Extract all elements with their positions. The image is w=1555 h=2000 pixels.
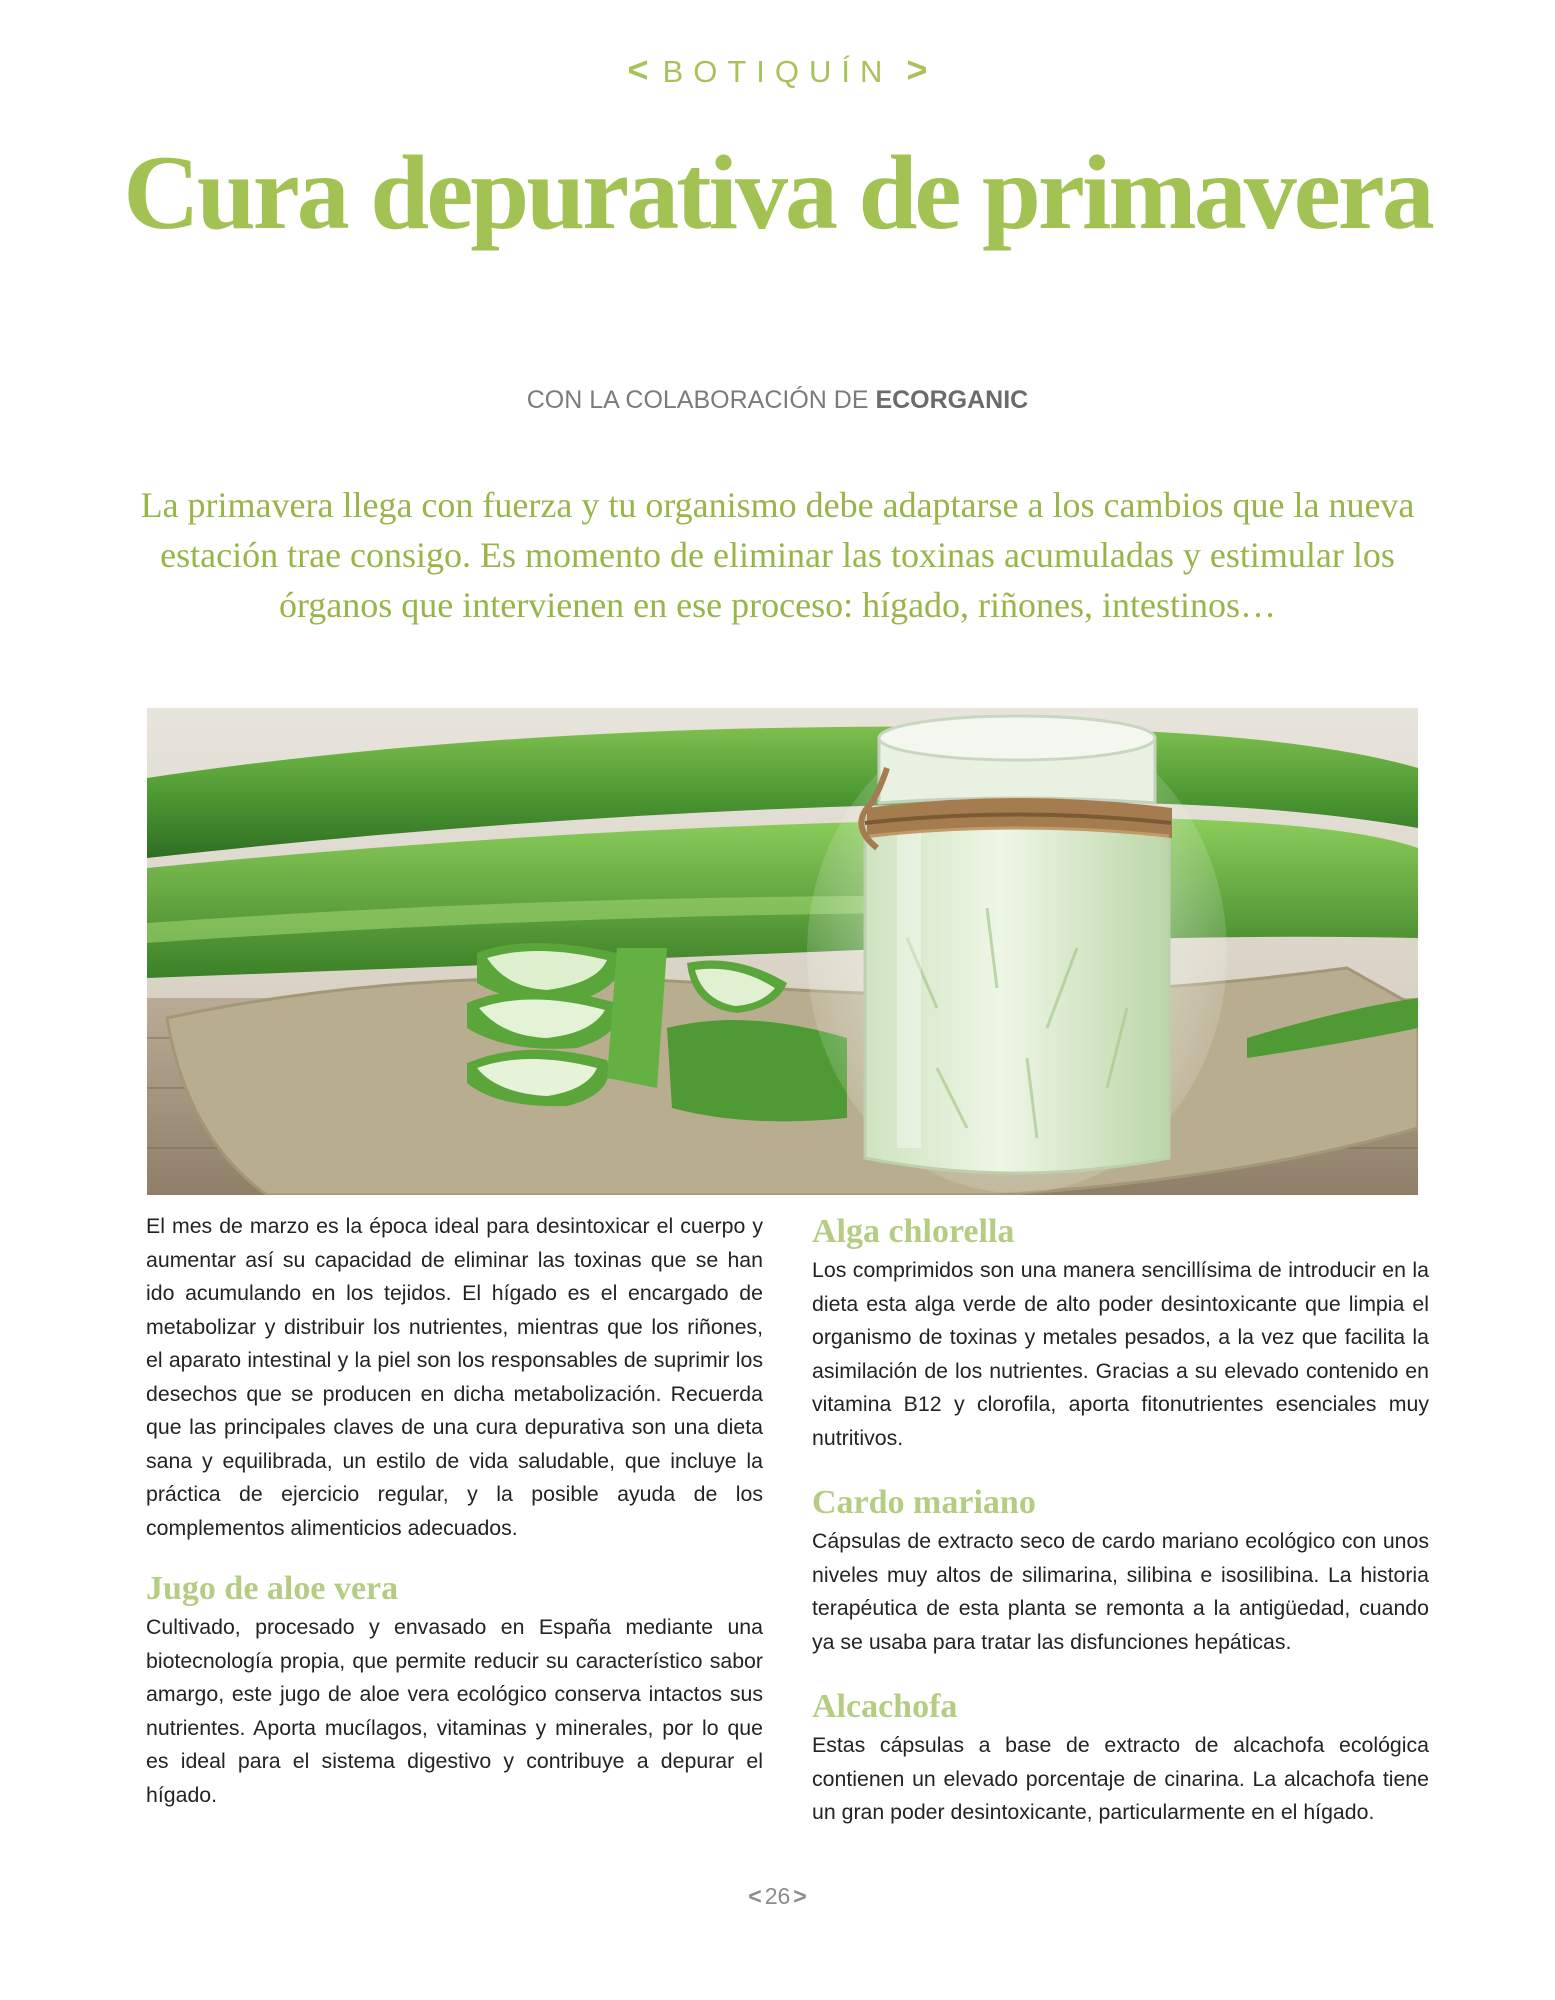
intro-paragraph: La primavera llega con fuerza y tu organismo debe adaptarse a los cambios que la nueva estación trae consigo. Es momento de eliminar las toxinas acumuladas y estimular los órganos que intervienen en ese proceso: hígado, riñones, intestinos… (140, 485, 1415, 625)
chevron-left-icon: < (748, 1883, 762, 1909)
left-column (146, 1210, 763, 1812)
section-label (0, 48, 1555, 94)
page-number (0, 1880, 1555, 1912)
section-heading: Cardo mariano (812, 1484, 1036, 1521)
section-heading: Alga chlorella (812, 1213, 1015, 1250)
section-paragraph: Cultivado, procesado y envasado en España mediante una biotecnología propia, que permite reducir su característico sabor amargo, este jugo de aloe vera ecológico conserva intactos sus nutrientes. Aporta mucílagos, vitaminas y minerales, por lo que es ideal para el sistema digestivo y contribuye a depurar el hígado. (146, 1615, 763, 1807)
body-paragraph: El mes de marzo es la época ideal para desintoxicar el cuerpo y aumentar así su capacidad de eliminar las toxinas que se han ido acumulando en los tejidos. El hígado es el encargado de metabolizar y distribuir los nutrientes, mientras que los riñones, el aparato intestinal y la piel son los responsables de suprimir los desechos que se producen en dicha metabolización. Recuerda que las principales claves de una cura depurativa son una dieta sana y equilibrada, un estilo de vida saludable, que incluye la práctica de ejercicio regular, y la posible ayuda de los complementos alimenticios adecuados. (146, 1214, 763, 1540)
page-title: Cura depurativa de primavera (123, 134, 1432, 251)
right-column (812, 1210, 1429, 1830)
section-heading: Jugo de aloe vera (146, 1570, 399, 1607)
section-paragraph: Cápsulas de extracto seco de cardo mariano ecológico con unos niveles muy altos de silimarina, silibina e isosilibina. La historia terapéutica de esta planta se remonta a la antigüedad, cuando ya se usaba para tratar las disfunciones hepáticas. (812, 1529, 1429, 1654)
collaboration-credit (0, 382, 1555, 418)
section-name: BOTIQUÍN (662, 54, 893, 89)
page-number-value: 26 (764, 1883, 791, 1909)
collab-prefix: CON LA COLABORACIÓN DE (526, 386, 869, 414)
collab-brand: ECORGANIC (875, 386, 1029, 414)
chevron-right-icon: > (793, 1883, 807, 1909)
section-heading: Alcachofa (812, 1688, 958, 1725)
chevron-right-icon: > (906, 49, 928, 90)
section-paragraph: Estas cápsulas a base de extracto de alcachofa ecológica contienen un elevado porcentaje de cinarina. La alcachofa tiene un gran poder desintoxicante, particularmente en el hígado. (812, 1733, 1429, 1824)
section-paragraph: Los comprimidos son una manera sencillísima de introducir en la dieta esta alga verde de alto poder desintoxicante que limpia el organismo de toxinas y metales pesados, a la vez que facilita la asimilación de los nutrientes. Gracias a su elevado contenido en vitamina B12 y clorofila, aporta fitonutrientes esenciales muy nutritivos. (812, 1258, 1429, 1450)
chevron-left-icon: < (627, 49, 649, 90)
aloe-vera-jar-photo (147, 708, 1418, 1195)
